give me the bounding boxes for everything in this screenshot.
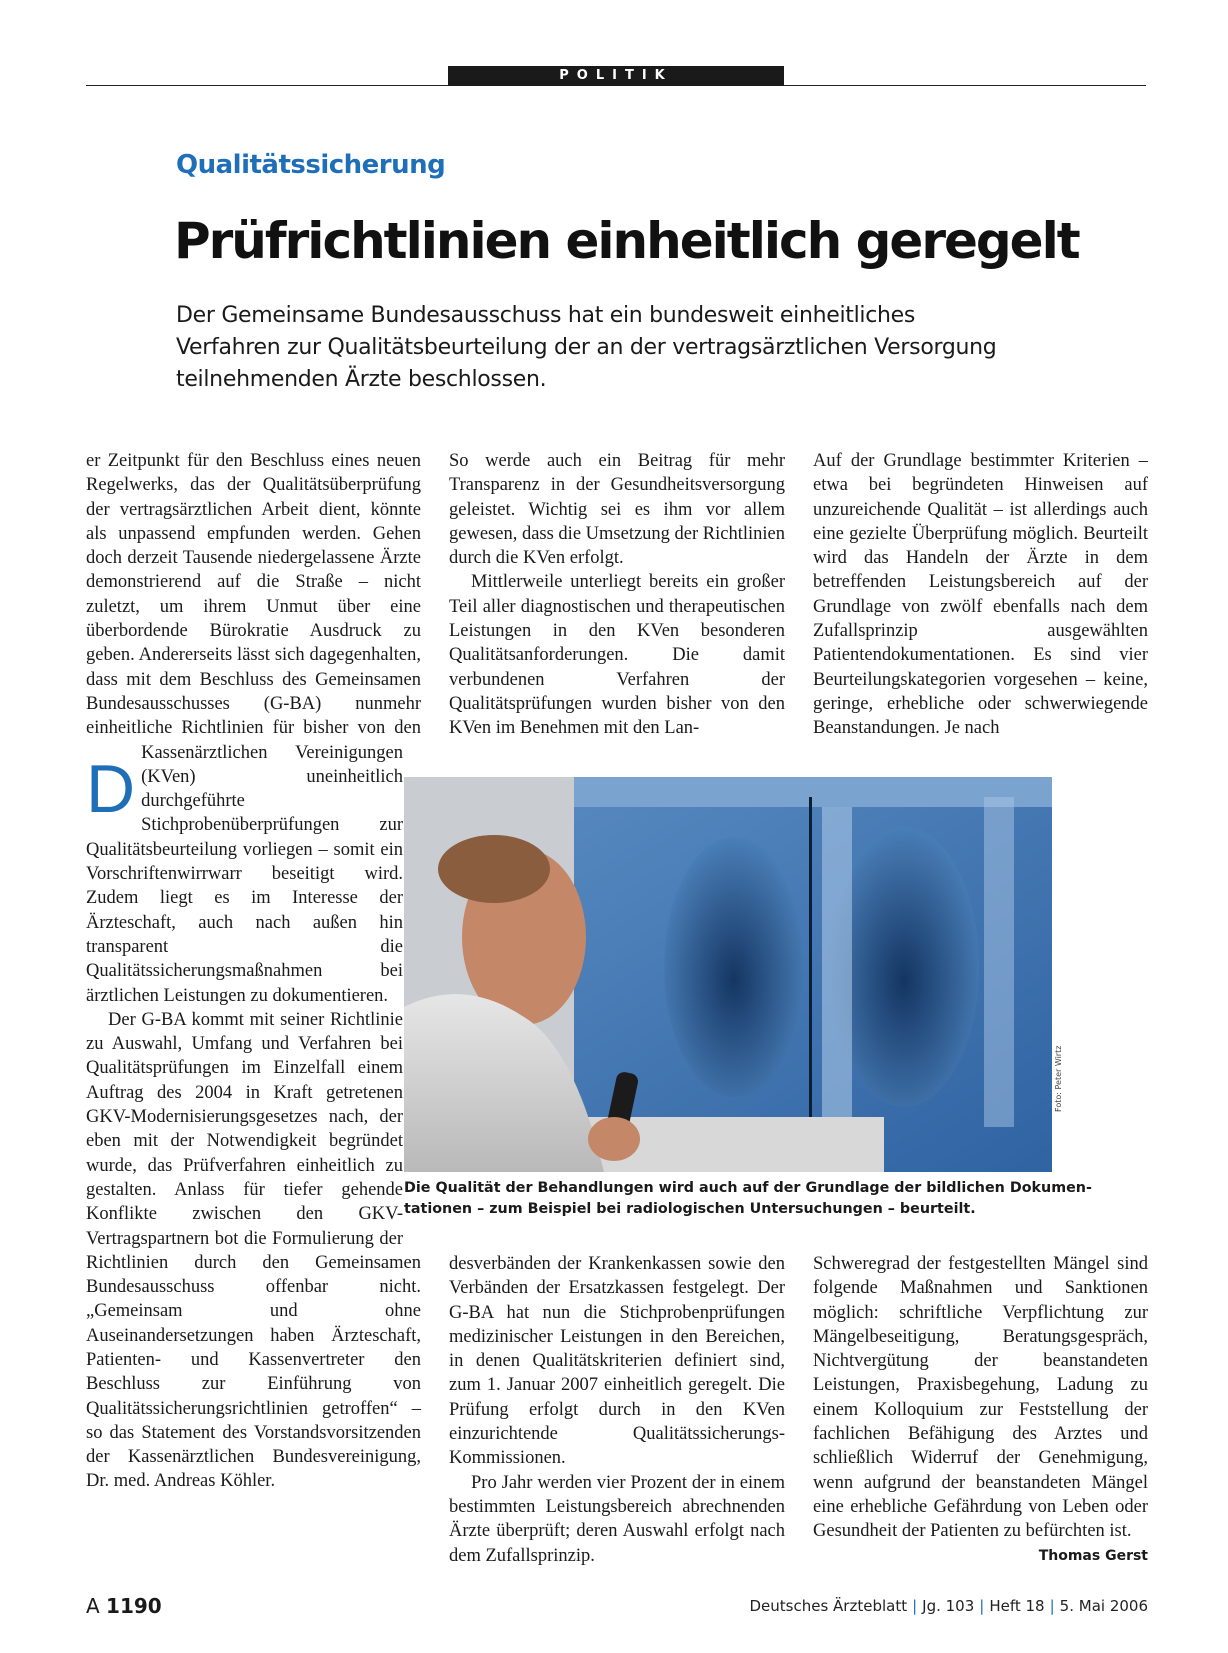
article-column-2-lower <box>449 1252 785 1568</box>
body-paragraph: desverbänden der Krankenkassen sowie den Verbänden der Ersatzkassen festgelegt. Der G-BA hat nun die Stichprobenprüfungen medizinischer Leistungen in den Bereichen, in denen Qualitätskriterien definiert sind, zum 1. Januar 2007 einheitlich geregelt. Die Prüfung erfolgt durch in den KVen einzurichtende Qualitätssicherungs-Kommissionen. <box>449 1254 785 1469</box>
article-lead <box>176 300 1076 396</box>
section-label: POLITIK <box>448 66 784 86</box>
body-paragraph <box>86 449 421 1008</box>
article-column-1 <box>86 449 421 1494</box>
article-author: Thomas Gerst <box>1038 1547 1148 1564</box>
page-prefix: A <box>86 1594 100 1618</box>
drop-cap: D <box>86 751 136 827</box>
article-column-3-lower <box>813 1252 1148 1568</box>
photo-credit: Foto: Peter Wirtz <box>1054 1045 1063 1112</box>
article-kicker: Qualitätssicherung <box>176 150 446 180</box>
caption-line: Die Qualität der Behandlungen wird auch auf der Grundlage der bildlichen Dokumen- <box>404 1180 1092 1196</box>
journal-date: 5. Mai 2006 <box>1059 1597 1148 1615</box>
journal-name: Deutsches Ärzteblatt <box>749 1597 908 1615</box>
journal-volume: Jg. 103 <box>922 1597 975 1615</box>
caption-line: tationen – zum Beispiel bei radiologischen Untersuchungen – beurteilt. <box>404 1201 976 1217</box>
photo-caption <box>404 1178 1092 1220</box>
xray-photo <box>404 777 1052 1172</box>
paragraph-text: er Zeitpunkt für den Beschluss eines neuen Regelwerks, das der Qualitätsüberprüfung der vertragsärztlichen Arbeit dient, könnte als unpassend empfunden werden. Gehen doch derzeit Tausende niedergelassene Ärzte demonstrierend auf die Straße – nicht zuletzt, um ihrem Unmut über eine überbordende Bürokratie Ausdruck zu geben. Andererseits lässt sich dagegenhalten, dass mit dem Beschluss des Gemeinsamen Bundesausschusses (G-BA) nunmehr einheitliche Richtlinien für bisher von den Kassenärztlichen Vereinigungen (KVen) uneinheitlich durchgeführte Stichprobenüberprüfungen zur Qualitätsbeurteilung vorliegen – somit ein Vorschriftenwirrwarr beseitigt wird. Zudem liegt es im Interesse der Ärzteschaft, auch nach außen hin transparent die Qualitätssicherungsmaßnahmen bei ärztlichen Leistungen zu dokumentieren. <box>86 451 421 1006</box>
body-paragraph <box>813 1252 1148 1564</box>
photo-illustration <box>404 777 1052 1172</box>
journal-issue: Heft 18 <box>989 1597 1045 1615</box>
lead-line: Der Gemeinsame Bundesausschuss hat ein bundesweit einheitliches <box>176 303 916 328</box>
article-column-2 <box>449 449 785 741</box>
body-paragraph: Der G-BA kommt mit seiner Richtlinie zu Auswahl, Umfang und Verfahren bei Qualitätsprüfungen im Einzelfall einem Auftrag des 2004 in Kraft getretenen GKV-Modernisierungsgesetzes nach, der eben mit der Notwendigkeit begründet wurde, das Prüfverfahren einheitlich zu gestalten. Anlass für tiefer gehende Konflikte zwischen den GKV-Vertragspartnern bot die Formulierung der Richtlinien durch den Gemeinsamen Bundesausschuss offenbar nicht. „Gemeinsam und ohne Auseinandersetzungen haben Ärzteschaft, Patienten- und Kassenvertreter den Beschluss zur Einführung von Qualitätssicherungsrichtlinien getroffen“ – so das Statement des Vorstandsvorsitzenden der Kassenärztlichen Bundesvereinigung, Dr. med. Andreas Köhler. <box>86 1009 421 1492</box>
article-column-3 <box>813 449 1148 741</box>
body-paragraph: Mittlerweile unterliegt bereits ein großer Teil aller diagnostischen und therapeutischen Leistungen in den KVen besonderen Qualitätsanforderungen. Die damit verbundenen Verfahren der Qualitätsprüfungen wurden bisher von den KVen im Benehmen mit den Lan- <box>449 572 785 739</box>
body-paragraph: So werde auch ein Beitrag für mehr Transparenz in der Gesundheitsversorgung geleistet. Wichtig sei es ihm vor allem gewesen, dass die Umsetzung der Richtlinien durch die KVen erfolgt. <box>449 451 785 569</box>
paragraph-text: Schweregrad der festgestellten Mängel sind folgende Maßnahmen und Sanktionen möglich: schriftliche Verpflichtung zur Mängelbeseitigung, Beratungsgespräch, Nichtvergütung der beanstandeten Leistungen, Praxisbegehung, Ladung zu einem Kolloquium zur Feststellung der fachlichen Befähigung des Arztes und schließlich Widerruf der Genehmigung, wenn aufgrund der beanstandeten Mängel eine erhebliche Gefährdung von Leben oder Gesundheit der Patienten zu befürchten ist. <box>813 1254 1148 1542</box>
article-headline: Prüfrichtlinien einheitlich geregelt <box>174 212 1079 270</box>
body-paragraph: Pro Jahr werden vier Prozent der in einem bestimmten Leistungsbereich abrechnenden Ärzte überprüft; deren Auswahl erfolgt nach dem Zufallsprinzip. <box>449 1472 785 1566</box>
journal-info: Deutsches Ärzteblatt | Jg. 103 | Heft 18 | 5. Mai 2006 <box>749 1597 1148 1615</box>
page-number <box>86 1594 162 1618</box>
lead-line: Verfahren zur Qualitätsbeurteilung der an der vertragsärztlichen Versorgung <box>176 335 997 360</box>
page-number-value: 1190 <box>106 1594 162 1618</box>
body-paragraph: Auf der Grundlage bestimmter Kriterien – etwa bei begründeten Hinweisen auf unzureichende Qualität – ist allerdings auch eine gezielte Überprüfung möglich. Beurteilt wird das Handeln der Ärzte in dem betreffenden Leistungsbereich auf der Grundlage von zwölf ebenfalls nach dem Zufallsprinzip ausgewählten Patientendokumentationen. Es sind vier Beurteilungskategorien vorgesehen – keine, geringe, erhebliche oder schwerwiegende Beanstandungen. Je nach <box>813 451 1148 739</box>
lead-line: teilnehmenden Ärzte beschlossen. <box>176 367 547 392</box>
